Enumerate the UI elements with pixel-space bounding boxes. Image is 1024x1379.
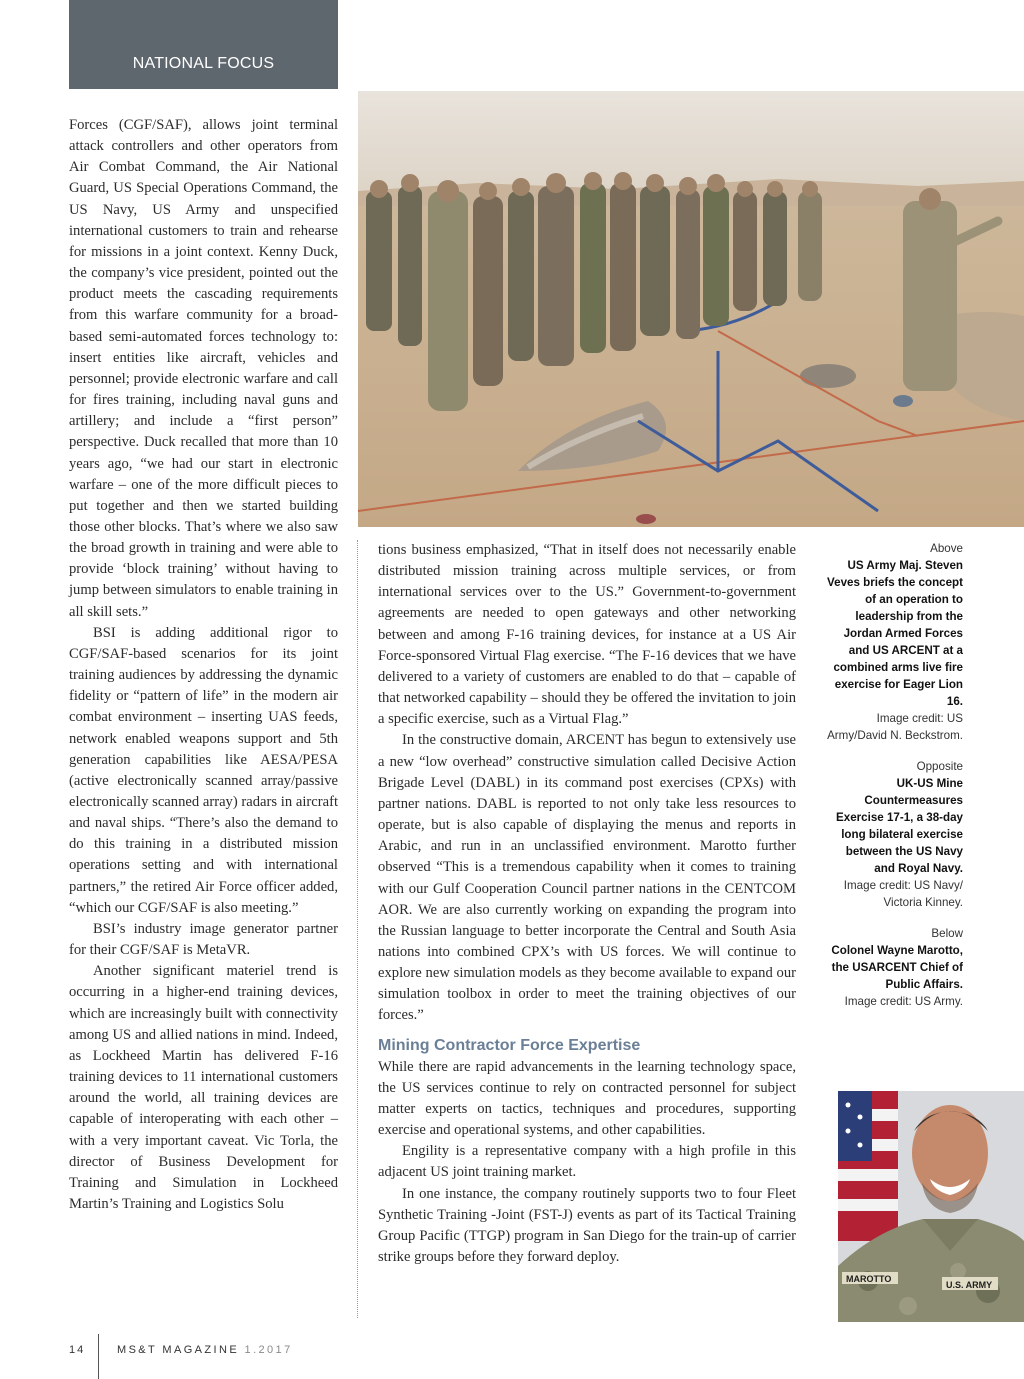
- paragraph: Engility is a representative company with a high profile in this adjacent US joint training market.: [378, 1143, 796, 1181]
- main-photo: [358, 91, 1024, 527]
- paragraph: Forces (CGF/SAF), allows joint terminal attack controllers and other operators from Air Combat Command, the Air National Guard, US Special Operations Command, the US Navy, US Army and unspecified international customers to train and rehearse for missions in a joint context. Kenny Duck, the company’s vice president, pointed out the product meets the cascading requirements from this warfare community for a broad-based semi-automated forces technology to: insert entities like aircraft, vehicles and personnel; provide electronic warfare and call for fires training, including naval guns and artillery; and include a “first person” perspective. Duck recalled that more than 10 years ago, “we had our start in electronic warfare – one of the more difficult pieces to put together and then we started building those other blocks. That’s where we also saw the broad growth in training and were able to provide ‘block training’ without having to jump between simulators to enable training in all skill sets.”: [69, 117, 338, 620]
- article-column-2: [378, 540, 796, 1268]
- caption-label: Below: [931, 927, 963, 940]
- branch-tape: U.S. ARMY: [946, 1280, 993, 1290]
- caption-label: Above: [930, 542, 963, 555]
- caption-below: [822, 925, 963, 1010]
- caption-above: [822, 540, 963, 744]
- section-title: NATIONAL FOCUS: [132, 55, 275, 72]
- paragraph: tions business emphasized, “That in itself does not necessarily enable distributed mission training across multiple services, or from international services over to the US.” Government-to-government agreements are needed to open gateways and other networking between and among F-16 training devices, for instance at a US Air Force-sponsored Virtual Flag exercise. “The F-16 devices that we have delivered to a variety of customers are enabled to do that – capable of that networked capability – should they be offered the invitation to join a specific exercise, such as a Virtual Flag.”: [378, 542, 796, 728]
- section-header: [69, 0, 338, 89]
- caption-credit: Image credit: US Army.: [844, 995, 963, 1008]
- photo-captions: [822, 540, 963, 1024]
- paragraph: In one instance, the company routinely supports two to four Fleet Synthetic Training -Joint (FST-J) events as part of its Tactical Training Group Pacific (TTGP) program in San Diego for the train-up of carrier strike groups before they forward deploy.: [378, 1185, 796, 1265]
- column-divider: [357, 540, 358, 1318]
- paragraph: Another significant materiel trend is occurring in a higher-end training devices, which are increasingly built with connectivity among US and allied nations in mind. Indeed, as Lockheed Martin has delivered F-16 training devices to 11 international customers around the world, all training devices are capable of interoperating with each other – with a very important caveat. Vic Torla, the director of Business Development for Training and Simulation in Lockheed Martin’s Training and Logistics Solu: [69, 963, 338, 1212]
- magazine-name: MS&T MAGAZINE: [117, 1344, 240, 1356]
- caption-text: US Army Maj. Steven Veves briefs the concept of an operation to leadership from the Jordan Armed Forces and US ARCENT at a combined arms live fire exercise for Eager Lion 16.: [827, 559, 963, 708]
- caption-credit: Image credit: US Army/David N. Beckstrom.: [827, 712, 963, 742]
- caption-opposite: [822, 758, 963, 911]
- article-column-1: [69, 115, 338, 1215]
- caption-text: Colonel Wayne Marotto, the USARCENT Chief of Public Affairs.: [831, 944, 963, 991]
- page-number: 14: [69, 1344, 86, 1356]
- portrait-photo: [838, 1091, 1024, 1322]
- issue-date: 1.2017: [244, 1344, 293, 1356]
- magazine-footer: [117, 1344, 293, 1356]
- caption-text: UK-US Mine Countermeasures Exercise 17-1, a 38-day long bilateral exercise between the US Navy and Royal Navy.: [836, 777, 963, 875]
- footer-divider: [98, 1334, 99, 1379]
- paragraph: In the constructive domain, ARCENT has begun to extensively use a new “low overhead” constructive simulation called Decisive Action Brigade Level (DABL) in its command post exercises (CPXs) with partner nations. DABL is reported to not only take less resources to operate, but is also capable of displaying the menus and reports in Arabic, and run in an unclassified environment. Marotto further observed “This is a tremendous capability when it comes to training with our Gulf Cooperation Council partner nations in the CENTCOM AOR. We are also currently working on expanding the program into the Russian language to better incorporate the Central and South Asia nations into combined CPX’s with US forces. We will continue to explore new simulation models as they become available to expand our simulation toolbox in order to meet the training objectives of our forces.”: [378, 732, 796, 1024]
- paragraph: BSI’s industry image generator partner for their CGF/SAF is MetaVR.: [69, 920, 338, 959]
- paragraph: BSI is adding additional rigor to CGF/SAF-based scenarios for its joint training audiences by addressing the dynamic fidelity or “pattern of life” in the modern air combat environment – inserting UAS feeds, network enabled weapons support and 5th generation capabilities like AESA/PESA (active electronically scanned array/passive electronically scanned array) radars in aircraft and naval ships. “There’s also the demand to do this training in a distributed mission operations setting and with international partners,” the retired Air Force officer added, “which our CGF/SAF is also meeting.”: [69, 624, 338, 916]
- caption-label: Opposite: [916, 760, 963, 773]
- paragraph: While there are rapid advancements in the learning technology space, the US services continue to rely on contracted personnel for subject matter experts on tactics, techniques and procedures, supporting exercise and operational systems, and other capabilities.: [378, 1058, 796, 1139]
- subheading: Mining Contractor Force Expertise: [378, 1036, 641, 1054]
- name-tape: MAROTTO: [846, 1274, 892, 1284]
- caption-credit: Image credit: US Navy/ Victoria Kinney.: [843, 879, 963, 909]
